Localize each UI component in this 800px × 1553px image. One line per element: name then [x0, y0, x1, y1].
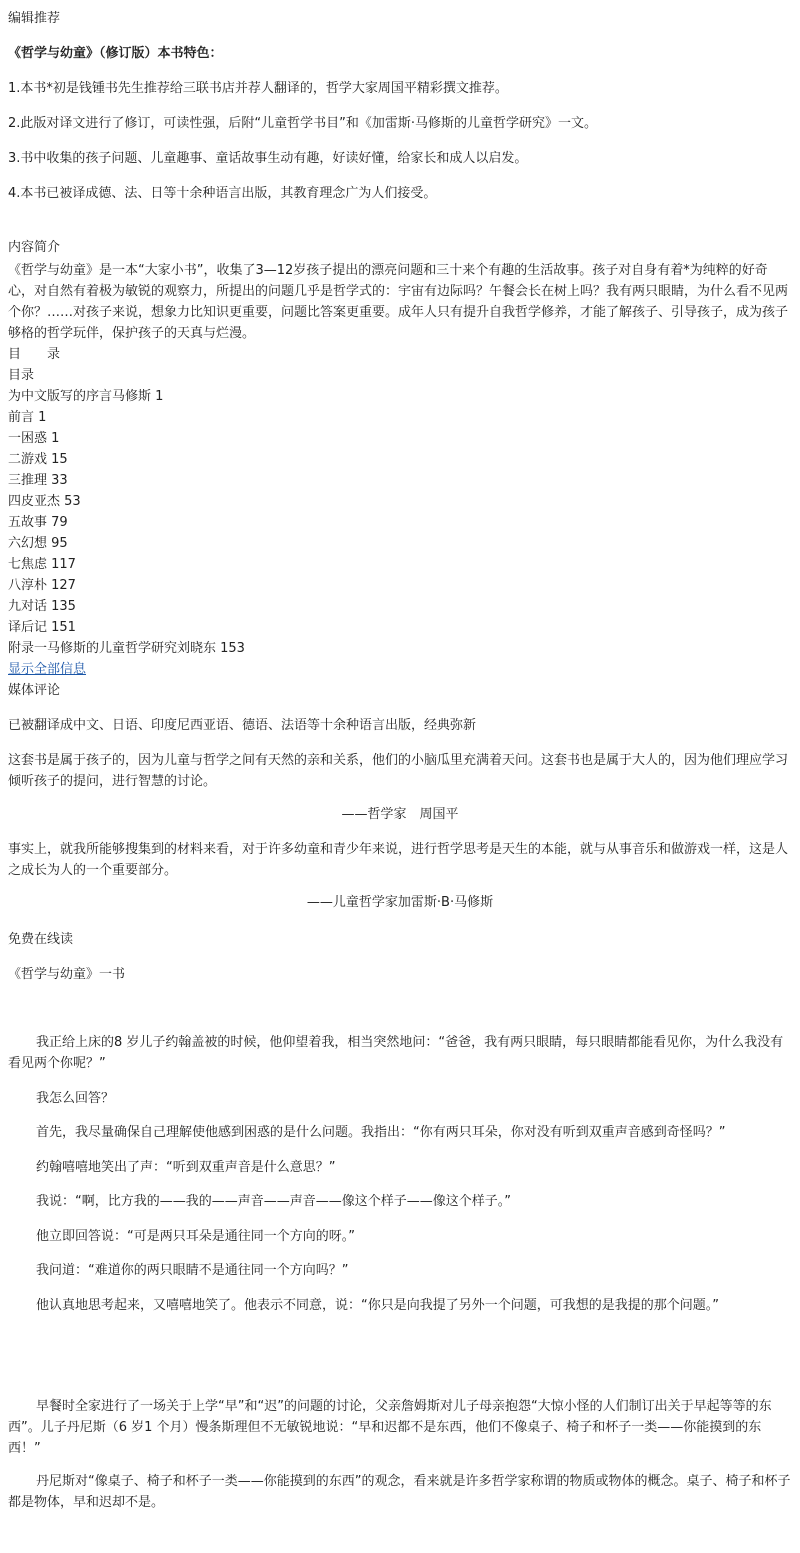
reading-paragraph: 他立即回答说：“可是两只耳朵是通往同一个方向的呀。”	[36, 1229, 355, 1244]
free-read-heading: 免费在线读	[8, 932, 74, 947]
reading-paragraph: 他认真地思考起来，又嘻嘻地笑了。他表示不同意，说：“你只是向我提了另外一个问题，可我想的是我提的那个问题。”	[36, 1298, 719, 1313]
reading-paragraph: 约翰嘻嘻地笑出了声：“听到双重声音是什么意思？”	[36, 1160, 336, 1175]
feature-item: 3.书中收集的孩子问题、儿童趣事、童话故事生动有趣，好读好懂，给家长和成人以启发。	[8, 151, 528, 166]
review-quote-2: 事实上，就我所能够搜集到的材料来看，对于许多幼童和青少年来说，进行哲学思考是天生的本能，就与从事音乐和做游戏一样，这是人之成长为人的一个重要部分。	[8, 842, 789, 878]
reading-paragraph: 我正给上床的8 岁儿子约翰盖被的时候，他仰望着我，相当突然地问：“爸爸，我有两只眼睛，每只眼睛都能看见你，为什么我没有看见两个你呢？”	[8, 1035, 784, 1071]
toc-entry: 为中文版写的序言马修斯 1	[8, 389, 164, 404]
toc-entry: 八淳朴 127	[8, 578, 76, 593]
toc-entry: 前言 1	[8, 410, 47, 425]
toc-entry: 九对话 135	[8, 599, 76, 614]
toc-heading: 目录	[8, 368, 35, 383]
book-title-line: 《哲学与幼童》一书	[8, 967, 126, 982]
reading-paragraph: 丹尼斯对“像桌子、椅子和杯子一类——你能摸到的东西”的观念，看来就是许多哲学家称谓的物质或物体的概念。桌子、椅子和杯子都是物体，早和迟却不是。	[8, 1474, 791, 1510]
review-quote-1: 这套书是属于孩子的，因为儿童与哲学之间有天然的亲和关系，他们的小脑瓜里充满着天问。这套书也是属于大人的，因为他们理应学习倾听孩子的提问，进行智慧的讨论。	[8, 753, 789, 789]
feature-item: 2.此版对译文进行了修订，可读性强，后附“儿童哲学书目”和《加雷斯·马修斯的儿童哲学研究》一文。	[8, 116, 598, 131]
toc-entry: 附录一马修斯的儿童哲学研究刘晓东 153	[8, 641, 245, 656]
reading-paragraph: 首先，我尽量确保自己理解使他感到困惑的是什么问题。我指出：“你有两只耳朵，你对没有听到双重声音感到奇怪吗？”	[36, 1125, 726, 1140]
review-attribution-2: ——儿童哲学家加雷斯·B·马修斯	[306, 895, 494, 910]
feature-item: 4.本书已被译成德、法、日等十余种语言出版，其教育理念广为人们接受。	[8, 186, 437, 201]
reading-paragraph: 我问道：“难道你的两只眼睛不是通往同一个方向吗？”	[36, 1263, 349, 1278]
editor-recommend-heading: 编辑推荐	[8, 11, 61, 26]
toc-entry: 三推理 33	[8, 473, 68, 488]
reading-paragraph: 早餐时全家进行了一场关于上学“早”和“迟”的问题的讨论，父亲詹姆斯对儿子母亲抱怨“大惊小怪的人们制订出关于早起等等的东西”。儿子丹尼斯（6 岁1 个月）慢条斯理但不无敏锐地说：“早和迟都不是东西，他们不像桌子、椅子和杯子一类——你能摸到的东西！”	[8, 1399, 772, 1456]
toc-entry: 一困惑 1	[8, 431, 60, 446]
toc-heading-spaced: 目 录	[8, 347, 61, 362]
summary-text: 《哲学与幼童》是一本“大家小书”，收集了3—12岁孩子提出的漂亮问题和三十来个有趣的生活故事。孩子对自身有着*为纯粹的好奇心，对自然有着极为敏锐的观察力，所提出的问题几乎是哲学式的：宇宙有边际吗？午餐会长在树上吗？我有两只眼睛，为什么看不见两个你？……对孩子来说，想象力比知识更重要，问题比答案更重要。成年人只有提升自我哲学修养，才能了解孩子、引导孩子，成为孩子够格的哲学玩伴，保护孩子的天真与烂漫。	[8, 263, 789, 341]
toc-entry: 四皮亚杰 53	[8, 494, 81, 509]
reading-paragraph: 我怎么回答？	[36, 1091, 115, 1106]
toc-entry: 六幻想 95	[8, 536, 68, 551]
toc-entry: 二游戏 15	[8, 452, 68, 467]
translated-note: 已被翻译成中文、日语、印度尼西亚语、德语、法语等十余种语言出版，经典弥新	[8, 718, 477, 733]
toc-entry: 五故事 79	[8, 515, 68, 530]
toc-entry: 七焦虑 117	[8, 557, 76, 572]
toc-entry: 译后记 151	[8, 620, 76, 635]
show-all-info-link[interactable]: 显示全部信息	[8, 662, 87, 677]
feature-item: 1.本书*初是钱锺书先生推荐给三联书店并荐人翻译的，哲学大家周国平精彩撰文推荐。	[8, 81, 508, 96]
summary-heading: 内容简介	[8, 240, 61, 255]
review-attribution-1: ——哲学家 周国平	[341, 807, 459, 822]
media-review-heading: 媒体评论	[8, 683, 61, 698]
features-title: 《哲学与幼童》（修订版）本书特色：	[8, 46, 223, 61]
reading-paragraph: 我说：“啊，比方我的——我的——声音——声音——像这个样子——像这个样子。”	[36, 1194, 511, 1209]
